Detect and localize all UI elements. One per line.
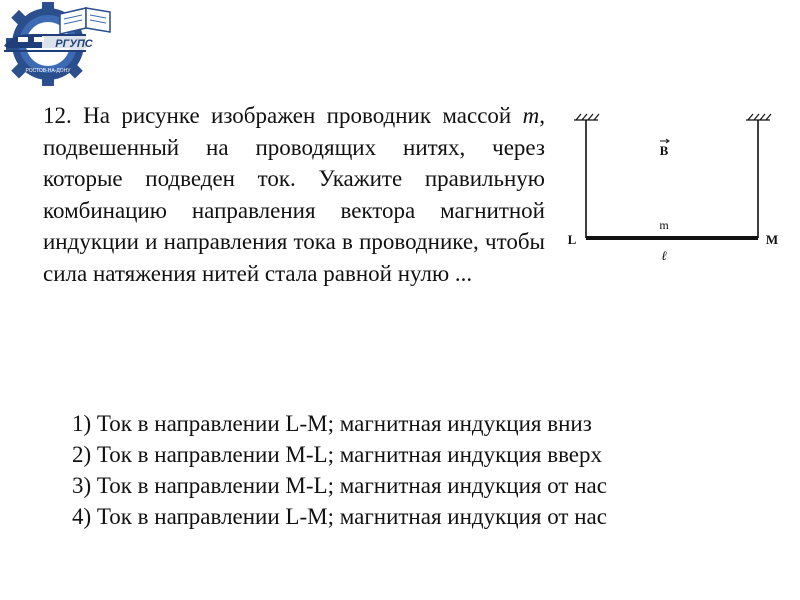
conductor-diagram xyxy=(560,108,790,268)
right-end-label: M xyxy=(765,232,779,247)
university-logo xyxy=(2,2,114,88)
logo-ring-text: РОСТОВ-НА-ДОНУ xyxy=(25,68,71,74)
mass-label: m xyxy=(659,218,669,232)
answer-option-1[interactable] xyxy=(72,408,607,439)
field-vector-label xyxy=(660,139,669,158)
left-support xyxy=(574,114,599,120)
answer-option-3[interactable] xyxy=(72,470,607,501)
answer-marker: 3) xyxy=(72,473,92,498)
logo-text: РГУПС xyxy=(55,38,93,50)
answer-text: Ток в направлении M-L; магнитная индукция вверх xyxy=(96,442,603,467)
answer-text: Ток в направлении L-M; магнитная индукция вниз xyxy=(96,411,592,436)
answer-option-4[interactable] xyxy=(72,501,607,532)
question-text-part-2: , подвешенный на проводящих нитях, через которые подведен ток. Укажите правильную комбинацию направления вектора магнитной индукции и направления тока в проводнике, чтобы сила натяжения нитей стала равной нулю ... xyxy=(43,103,545,286)
answer-text: Ток в направлении M-L; магнитная индукция от нас xyxy=(96,473,607,498)
left-end-label: L xyxy=(567,232,577,247)
answer-option-2[interactable] xyxy=(72,439,607,470)
answer-text: Ток в направлении L-M; магнитная индукция от нас xyxy=(96,504,607,529)
question-text xyxy=(43,100,545,289)
mass-symbol: m xyxy=(522,103,540,128)
field-label: B xyxy=(659,143,669,158)
question-text-part-1: На рисунке изображен проводник массой xyxy=(71,103,523,128)
answer-marker: 2) xyxy=(72,442,92,467)
answer-list xyxy=(72,408,607,532)
answer-marker: 1) xyxy=(72,411,92,436)
answer-marker: 4) xyxy=(72,504,92,529)
book-icon xyxy=(60,8,110,34)
right-support xyxy=(746,114,771,120)
question-number: 12. xyxy=(43,103,72,128)
length-label: ℓ xyxy=(661,248,667,263)
